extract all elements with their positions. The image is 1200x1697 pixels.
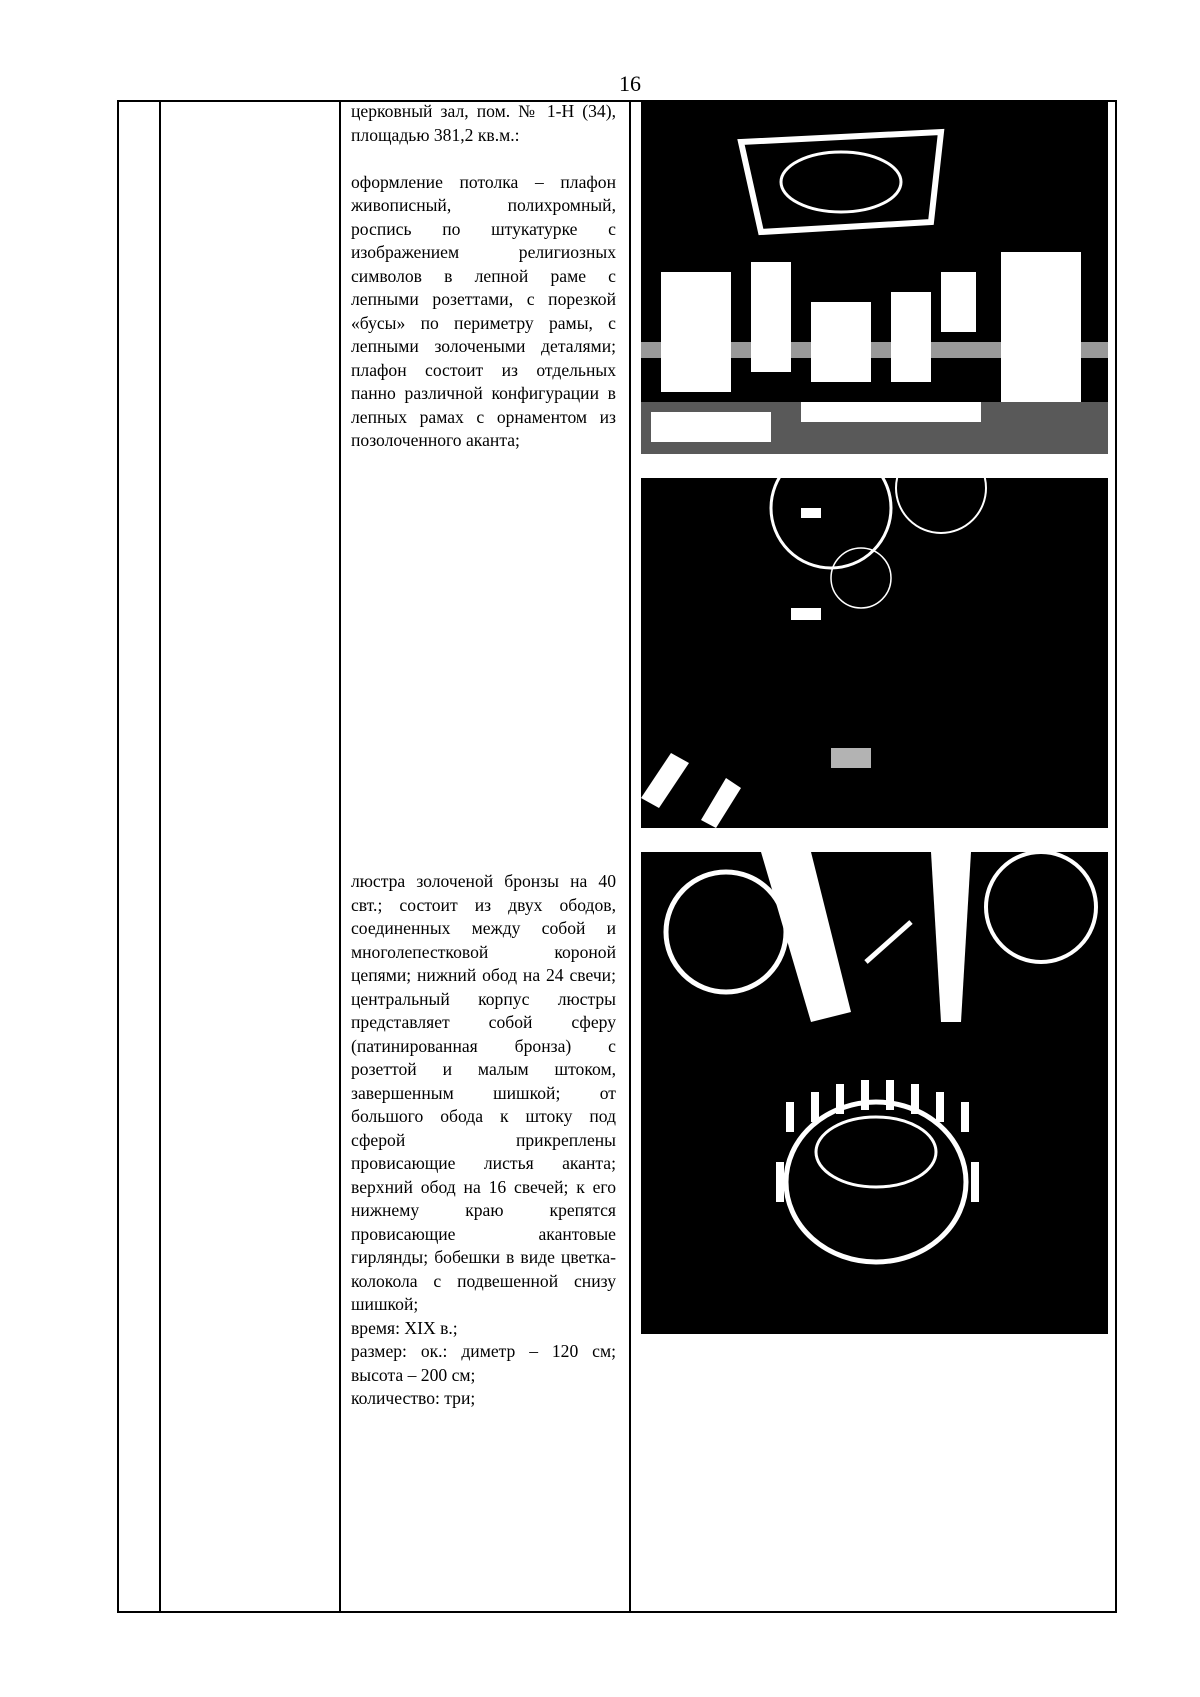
- inventory-table: [117, 100, 1117, 1613]
- chandelier-crown-photo: [641, 478, 1108, 828]
- chandelier-cell: [351, 870, 616, 1411]
- size-line: размер: ок.: диметр – 120 см; высота – 200 см;: [351, 1341, 616, 1385]
- ceiling-photo: [641, 102, 1108, 454]
- ceiling-description: оформление потолка – плафон живописный, полихромный, роспись по штукатурке с изображением религиозных символов в лепной раме с лепными розеттами, с порезкой «бусы» по периметру рамы, с лепными золочеными деталями; плафон состоит из отдельных панно различной конфигурации в лепных рамах с орнаментом из позолоченного аканта;: [351, 171, 616, 450]
- room-header: церковный зал, пом. № 1-Н (34), площадью 381,2 кв.м.:: [351, 101, 616, 145]
- time-line: время: XIX в.;: [351, 1317, 458, 1338]
- description-cell: [351, 100, 616, 453]
- column-divider: [629, 102, 631, 1611]
- page-number: 16: [619, 71, 641, 96]
- quantity-line: количество: три;: [351, 1388, 476, 1408]
- column-divider: [159, 102, 161, 1611]
- column-divider: [339, 102, 341, 1611]
- chandelier-description: люстра золоченой бронзы на 40 свт.; состоит из двух ободов, соединенных между собой и многолепестковой короной цепями; нижний обод на 24 свечи; центральный корпус люстры представляет собой сферу (патинированная бронза) с розеттой и малым штоком, завершенным шишкой; от большого обода к штоку под сферой прикреплены провисающие листья аканта; верхний обод на 16 свечей; к его нижнему краю крепятся провисающие акантовые гирлянды; бобешки в виде цветка-колокола с подвешенной снизу шишкой;: [351, 871, 616, 1314]
- chandelier-photo: [641, 852, 1108, 1334]
